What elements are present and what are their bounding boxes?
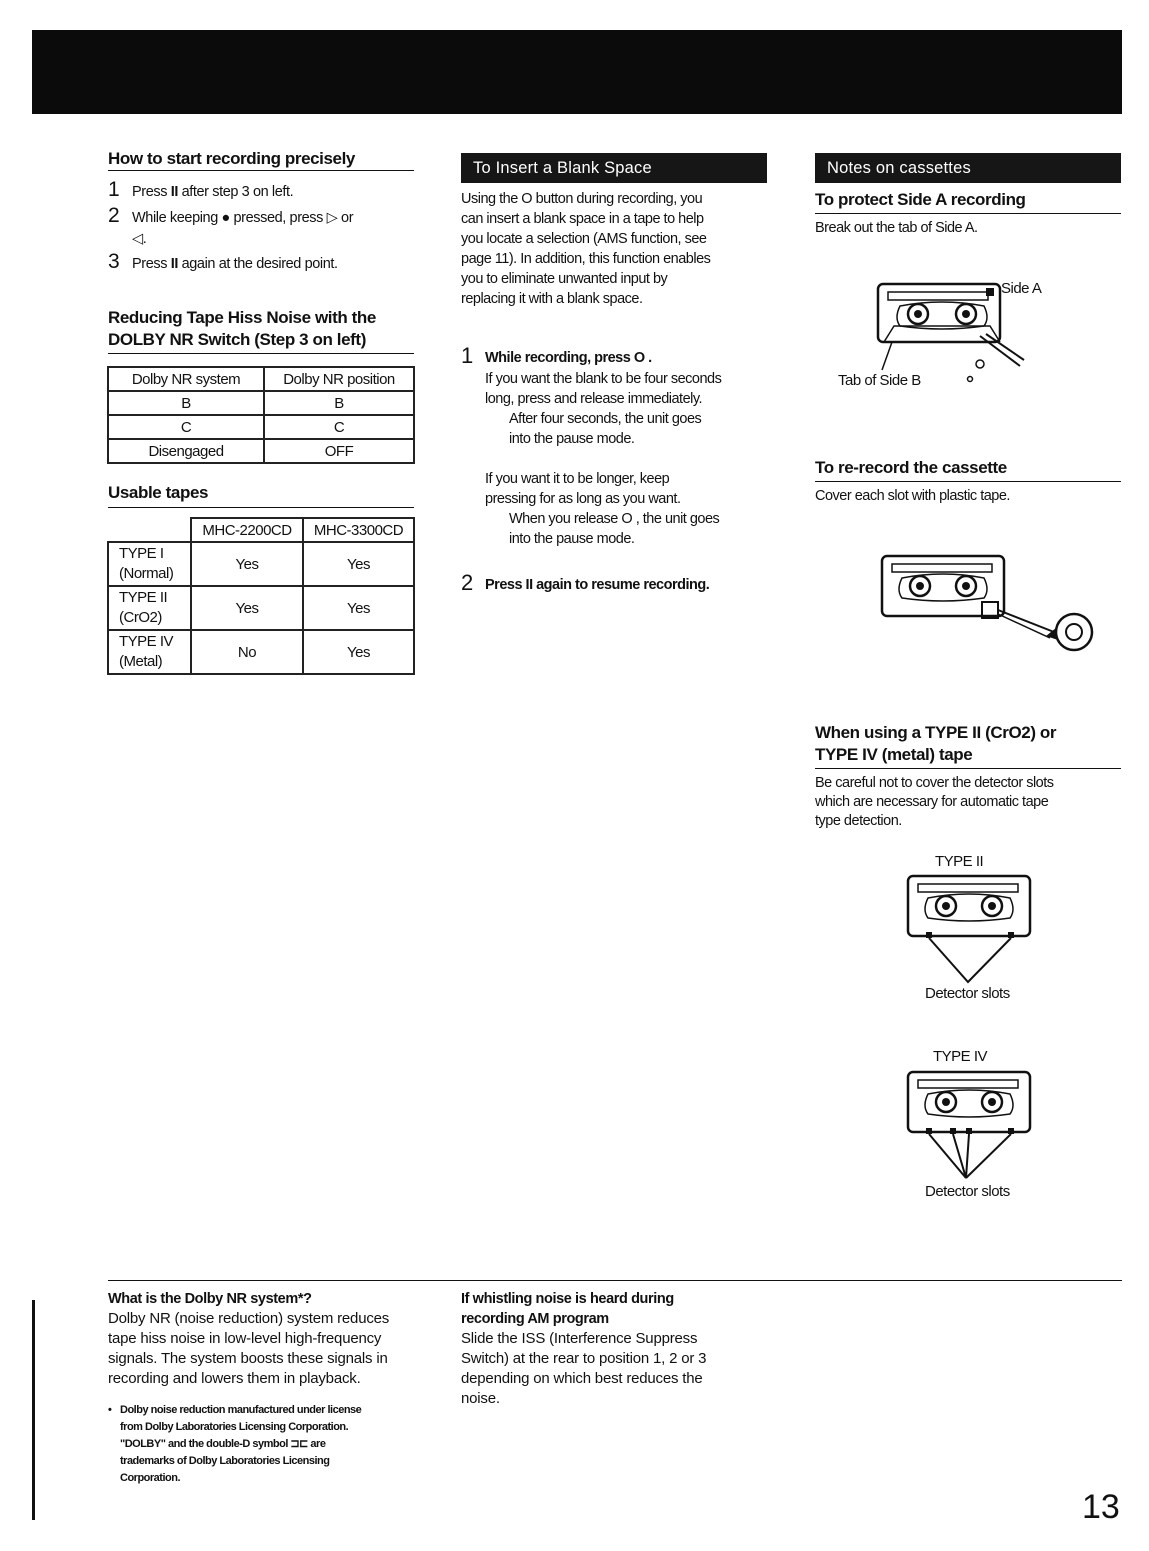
table-cell: Yes <box>191 542 303 586</box>
footer-dolby-title: What is the Dolby NR system*? <box>108 1291 312 1307</box>
type-ii-iv-text: Be careful not to cover the detector slots which are necessary for automatic tape type detection. <box>815 775 1054 829</box>
table-cell: No <box>191 630 303 674</box>
footer-rule <box>108 1280 1122 1281</box>
table-cell: B <box>108 391 264 415</box>
step-1: 1 Press II after step 3 on left. <box>108 178 294 201</box>
banner-notes-on-cassettes: Notes on cassettes <box>815 153 1121 183</box>
step-number: 1 <box>461 343 474 368</box>
table-corner <box>108 518 191 542</box>
section-title-recording-precisely: How to start recording precisely <box>108 148 414 171</box>
section-title-dolby-nr: Reducing Tape Hiss Noise with the DOLBY NR Switch (Step 3 on left) <box>108 307 414 354</box>
pause-icon: II <box>170 256 178 272</box>
section-title-type-ii-iv: When using a TYPE II (CrO2) or TYPE IV (metal) tape <box>815 722 1121 769</box>
step-2-title: Press II again to resume recording. <box>485 577 710 593</box>
usable-tapes-table <box>107 517 415 675</box>
page-number: 13 <box>1082 1488 1120 1526</box>
pause-icon: II <box>170 184 178 200</box>
table-header: MHC-3300CD <box>303 518 414 542</box>
table-cell: C <box>264 415 414 439</box>
forward-icon: ▷ <box>326 210 338 226</box>
table-cell: Yes <box>303 586 414 630</box>
cassette-type-iv-figure <box>900 1068 1040 1186</box>
table-cell: Disengaged <box>108 439 264 463</box>
step-number: 2 <box>461 570 474 595</box>
cassette-tape-figure <box>878 550 1098 660</box>
tape-type-cell: TYPE I (Normal) <box>108 542 191 586</box>
footer-dolby-note: • Dolby noise reduction manufactured under license from Dolby Laboratories Licensing Corporation. "DOLBY" and the double-D symbol ⊐⊏ are trademarks of Dolby Laboratories Licensing Corporation. <box>108 1404 362 1484</box>
table-cell: Yes <box>191 586 303 630</box>
table-header: Dolby NR position <box>264 367 414 391</box>
table-cell: C <box>108 415 264 439</box>
rerecord-text: Cover each slot with plastic tape. <box>815 488 1010 504</box>
banner-insert-blank-space: To Insert a Blank Space <box>461 153 767 183</box>
record-icon: ● <box>221 210 230 226</box>
footer-iss-text: Slide the ISS (Interference Suppress Switch) at the rear to position 1, 2 or 3 depending on which best reduces the noise. <box>461 1330 707 1407</box>
section-title-rerecord: To re-record the cassette <box>815 457 1121 482</box>
tape-type-cell: TYPE IV (Metal) <box>108 630 191 674</box>
step-3: 3 Press II again at the desired point. <box>108 250 338 273</box>
blank-space-intro: Using the O button during recording, you can insert a blank space in a tape to help you locate a selection (AMS function, see page 11). In addition, this function enables you to eliminate unwanted input by replacing it with a blank space. <box>461 191 711 307</box>
cassette-type-ii-figure <box>900 872 1040 990</box>
table-cell: Yes <box>303 542 414 586</box>
footer-dolby-text: Dolby NR (noise reduction) system reduces tape hiss noise in low-level high-frequency signals. The system boosts these signals in recording and lowers them in playback. <box>108 1310 390 1387</box>
step-1-title: While recording, press O . <box>485 350 652 366</box>
left-margin-bar <box>32 1300 35 1520</box>
section-title-protect: To protect Side A recording <box>815 189 1121 214</box>
label-side-a: Side A <box>1001 280 1042 297</box>
table-header: Dolby NR system <box>108 367 264 391</box>
tape-type-cell: TYPE II (CrO2) <box>108 586 191 630</box>
table-cell: B <box>264 391 414 415</box>
dolby-nr-table <box>107 366 415 464</box>
footer-iss-title: If whistling noise is heard during recording AM program <box>461 1291 674 1327</box>
table-header: MHC-2200CD <box>191 518 303 542</box>
label-detector-slots: Detector slots <box>925 1183 1010 1200</box>
label-type-iv: TYPE IV <box>933 1048 988 1065</box>
step-2: 2 While keeping ● pressed, press ▷ or <box>108 204 354 227</box>
label-type-ii: TYPE II <box>935 853 984 870</box>
step-1-text: If you want the blank to be four seconds long, press and release immediately. After four seconds, the unit goes into the pause mode. If you want it to be longer, keep pressing for as long as you want. When you release O , the unit goes into the pause mode. <box>485 371 722 547</box>
step-2-continuation: ◁. <box>132 231 147 247</box>
table-cell: OFF <box>264 439 414 463</box>
label-detector-slots: Detector slots <box>925 985 1010 1002</box>
table-cell: Yes <box>303 630 414 674</box>
section-title-usable-tapes: Usable tapes <box>108 482 414 508</box>
header-band <box>32 30 1122 114</box>
protect-text: Break out the tab of Side A. <box>815 220 978 236</box>
label-tab-side-b: Tab of Side B <box>838 372 921 389</box>
